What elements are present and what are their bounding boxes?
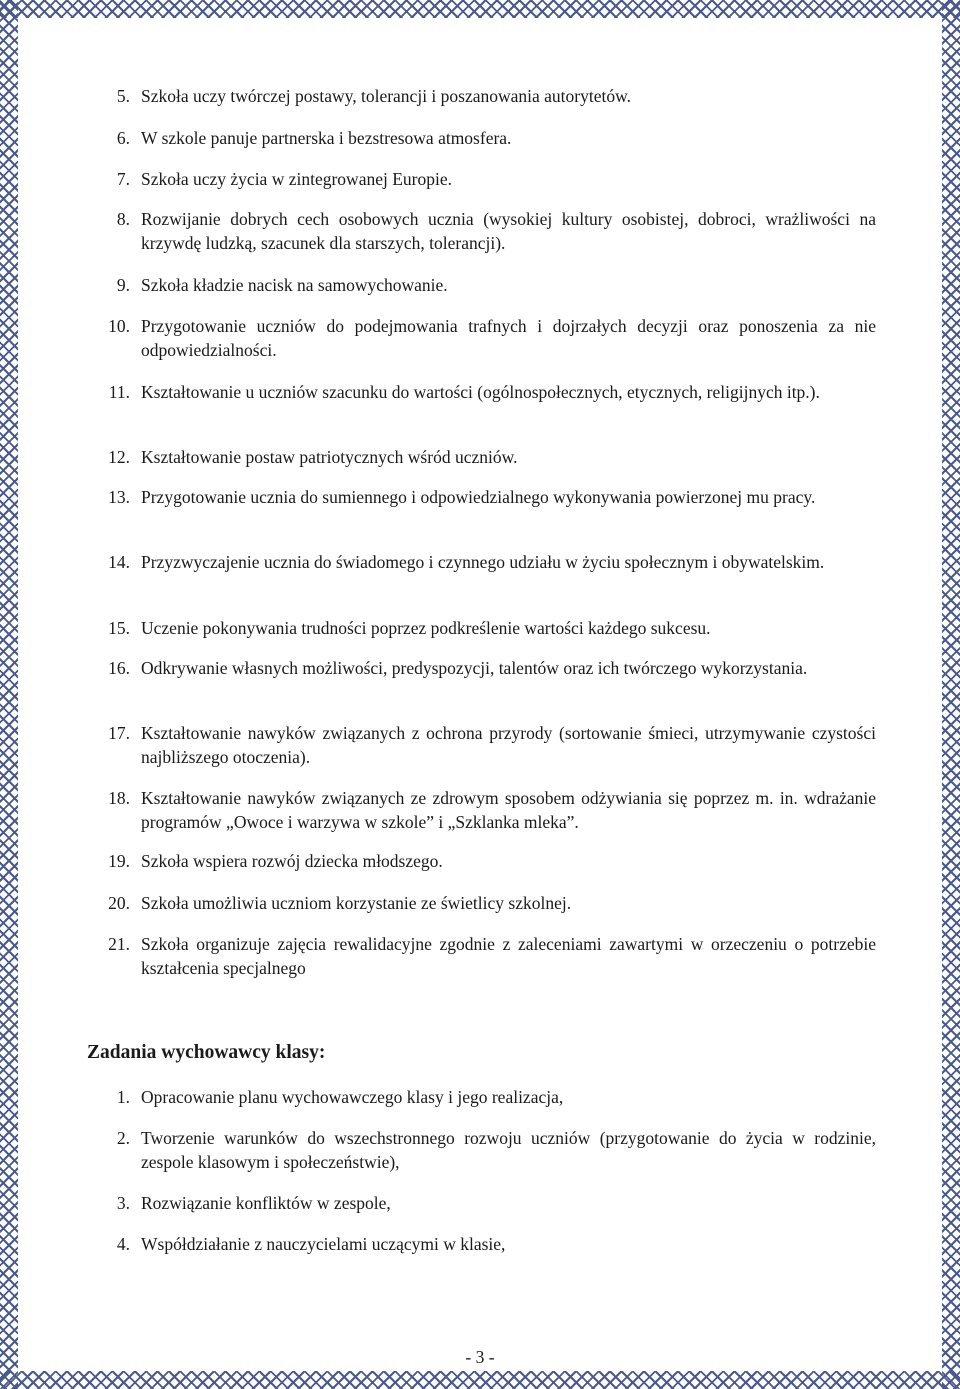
list-item-number: 8. xyxy=(116,209,130,229)
decorative-border-right xyxy=(942,0,960,1389)
list-item-text: Przygotowanie ucznia do sumiennego i odpowiedzialnego wykonywania powierzonej mu pracy. xyxy=(141,487,816,507)
list-item xyxy=(90,126,876,150)
list-item xyxy=(90,207,876,255)
list-item-text: Kształtowanie postaw patriotycznych wśród uczniów. xyxy=(141,447,518,467)
list-item-text: Tworzenie warunków do wszechstronnego rozwoju uczniów (przygotowanie do życia w rodzinie, zespole klasowym i społeczeństwie), xyxy=(141,1128,876,1172)
list-item xyxy=(90,721,876,769)
list-item-number: 2. xyxy=(116,1128,130,1148)
list-item xyxy=(90,891,876,915)
decorative-border-left xyxy=(0,0,18,1389)
list-item xyxy=(90,485,876,509)
page-number: - 3 - xyxy=(465,1347,495,1367)
list-item xyxy=(90,1232,876,1256)
list-item-text: Przygotowanie uczniów do podejmowania trafnych i dojrzałych decyzji oraz ponoszenia za nie odpowiedzialności. xyxy=(141,316,876,360)
list-item-text: Kształtowanie nawyków związanych ze zdrowym sposobem odżywiania się poprzez m. in. wdrażanie programów „Owoce i warzywa w szkole” i „Szklanka mleka”. xyxy=(141,788,876,832)
list-item-number: 10. xyxy=(108,316,130,336)
list-item-text: Szkoła organizuje zajęcia rewalidacyjne zgodnie z zaleceniami zawartymi w orzeczeniu o potrzebie kształcenia specjalnego xyxy=(141,934,876,978)
list-item xyxy=(90,550,876,574)
list-item-text: Uczenie pokonywania trudności poprzez podkreślenie wartości każdego sukcesu. xyxy=(141,618,711,638)
list-item-number: 9. xyxy=(116,275,130,295)
list-item xyxy=(90,167,876,191)
list-item-text: Przyzwyczajenie ucznia do świadomego i czynnego udziału w życiu społecznym i obywatelskim. xyxy=(141,552,825,572)
list-item-text: Współdziałanie z nauczycielami uczącymi w klasie, xyxy=(141,1234,506,1254)
list-item-number: 20. xyxy=(108,893,130,913)
list-item xyxy=(90,1126,876,1174)
list-item-number: 15. xyxy=(108,618,130,638)
decorative-border-top xyxy=(0,0,960,18)
section-heading: Zadania wychowawcy klasy: xyxy=(87,1042,326,1063)
list-item-number: 6. xyxy=(116,128,130,148)
list-item xyxy=(90,1191,876,1215)
list-item-number: 14. xyxy=(108,552,130,572)
list-item-number: 11. xyxy=(108,382,130,402)
list-item xyxy=(90,786,876,834)
list-item xyxy=(90,380,876,404)
list-item-number: 18. xyxy=(108,788,130,808)
list-item-number: 12. xyxy=(108,447,130,467)
list-item-text: Opracowanie planu wychowawczego klasy i jego realizacja, xyxy=(141,1087,564,1107)
list-item xyxy=(90,849,876,873)
list-item xyxy=(90,445,876,469)
list-item-number: 19. xyxy=(108,851,130,871)
list-item-number: 13. xyxy=(108,487,130,507)
decorative-border-bottom xyxy=(0,1371,960,1389)
list-item xyxy=(90,616,876,640)
list-item-text: Odkrywanie własnych możliwości, predyspozycji, talentów oraz ich twórczego wykorzystania. xyxy=(141,658,808,678)
list-item-text: Szkoła uczy twórczej postawy, tolerancji i poszanowania autorytetów. xyxy=(141,86,631,106)
list-item-number: 4. xyxy=(116,1234,130,1254)
list-item-text: Szkoła kładzie nacisk na samowychowanie. xyxy=(141,275,448,295)
list-item xyxy=(90,1085,876,1109)
list-item-number: 3. xyxy=(116,1193,130,1213)
list-item-text: Szkoła wspiera rozwój dziecka młodszego. xyxy=(141,851,443,871)
list-item xyxy=(90,656,876,680)
list-item-number: 16. xyxy=(108,658,130,678)
list-item xyxy=(90,273,876,297)
list-item xyxy=(90,932,876,980)
list-item-number: 1. xyxy=(116,1087,130,1107)
list-item-number: 21. xyxy=(108,934,130,954)
list-item-text: Rozwiązanie konfliktów w zespole, xyxy=(141,1193,391,1213)
list-item-text: Kształtowanie u uczniów szacunku do wartości (ogólnospołecznych, etycznych, religijnych itp.). xyxy=(141,382,820,402)
list-item-number: 5. xyxy=(116,86,130,106)
list-item-text: Szkoła uczy życia w zintegrowanej Europie. xyxy=(141,169,452,189)
list-item-text: Kształtowanie nawyków związanych z ochrona przyrody (sortowanie śmieci, utrzymywanie czystości najbliższego otoczenia). xyxy=(141,723,876,767)
list-item-text: Szkoła umożliwia uczniom korzystanie ze świetlicy szkolnej. xyxy=(141,893,572,913)
list-item-text: W szkole panuje partnerska i bezstresowa atmosfera. xyxy=(141,128,512,148)
list-item xyxy=(90,84,876,108)
list-item-number: 17. xyxy=(108,723,130,743)
list-item-number: 7. xyxy=(116,169,130,189)
list-item xyxy=(90,314,876,362)
list-item-text: Rozwijanie dobrych cech osobowych ucznia (wysokiej kultury osobistej, dobroci, wrażliwości na krzywdę ludzką, szacunek dla starszych, tolerancji). xyxy=(141,209,876,253)
